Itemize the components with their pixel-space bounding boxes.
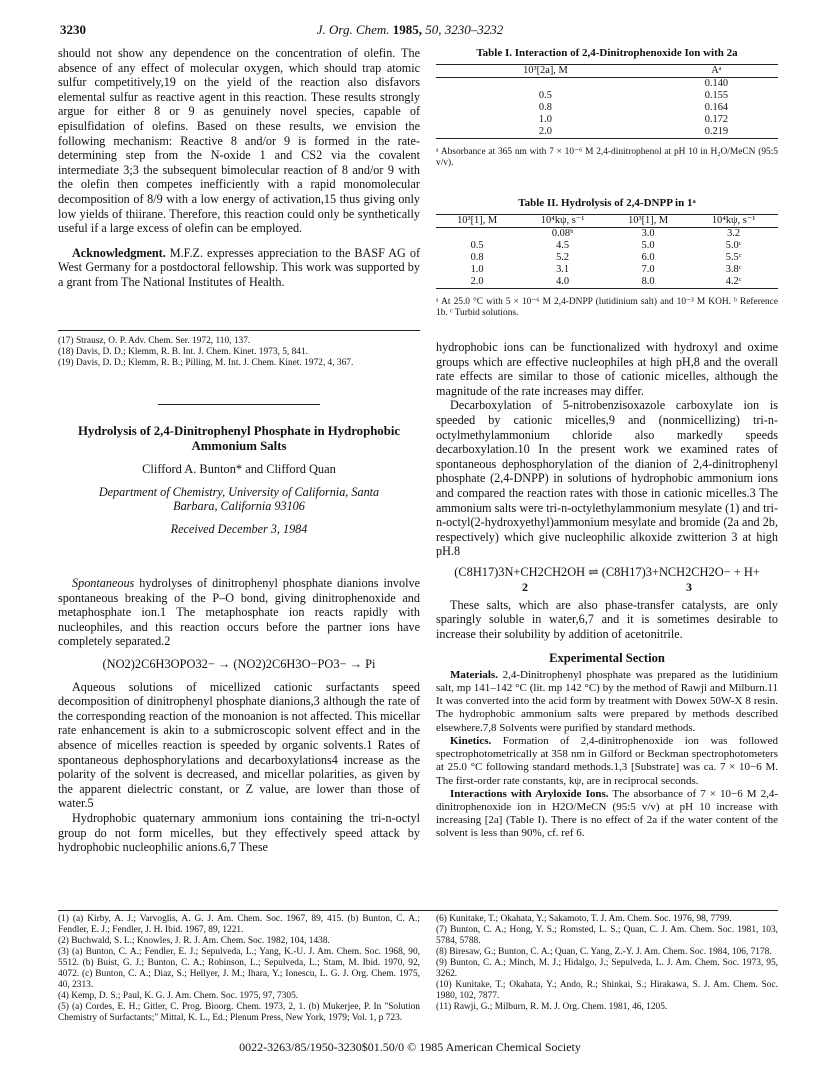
article-title: Hydrolysis of 2,4-Dinitrophenyl Phosphate in Hydrophobic Ammonium Salts <box>77 424 401 453</box>
table-1-grid <box>436 64 778 139</box>
table-cell: 3.0 <box>641 227 655 239</box>
compound-number-2: 2 <box>522 579 528 594</box>
body-paragraph: Aqueous solutions of micellized cationic surfactants speed decomposition of dinitrophenyl phosphate dianions,3 although the rate of the corresponding reaction of the monoanion is not affected. This micellar rate enhancement is akin to a submicroscopic solvent effect and in the absence of micelles reaction is speeded by organic solvents.1 Rates of spontaneous dephosphorylations and decarboxylations4 increase as the polarity of the solvent is decreased, and micellar polarities, as given by the apparent dielectric constant, or Z value, are lower than those of water.5 <box>58 679 420 811</box>
reference-item: (19) Davis, D. D.; Klemm, R. B.; Pilling, M. Int. J. Chem. Kinet. 1972, 4, 367. <box>58 358 354 368</box>
received-date: Received December 3, 1984 <box>170 521 308 536</box>
article-authors: Clifford A. Bunton* and Clifford Quan <box>142 462 336 476</box>
kinetics-text: Formation of 2,4-dinitrophenoxide ion was followed spectrophotometrically at 358 nm in Gilford or Beckman spectrophotometers at 25.0 °C following standard methods.1,3 [Substrate] was ca. 7 × 10−6 M. The first-order rate constants, kψ, are in reciprocal seconds. <box>436 734 779 787</box>
table-row <box>436 240 778 252</box>
copyright-footer: 0022-3263/85/1950-3230$01.50/0 © 1985 American Chemical Society <box>239 1040 581 1054</box>
table-row <box>436 252 778 264</box>
references-17-19 <box>58 336 420 369</box>
page-number: 3230 <box>60 22 86 37</box>
table-cell: 1.0 <box>470 263 484 275</box>
table-1 <box>436 46 778 169</box>
table-2 <box>436 196 778 319</box>
body-paragraph: hydrophobic ions can be functionalized with hydroxyl and oxime groups which are effective nucleophiles at high pH,8 and the overall rate effects are similar to those of cationic micelles, although the magnitude of the rate increases may differ. <box>436 340 778 398</box>
table-cell: 3.1 <box>556 263 570 275</box>
table-row <box>436 102 778 114</box>
kinetics-paragraph <box>436 735 778 788</box>
table-cell: 7.0 <box>641 263 655 275</box>
article-separator <box>158 404 320 405</box>
table-cell: 5.2 <box>556 251 570 263</box>
table-cell: 8.0 <box>607 276 689 289</box>
table-2-grid <box>436 214 778 289</box>
table-cell: 0.8 <box>470 251 484 263</box>
equation-labels <box>436 580 778 594</box>
experimental-section <box>436 669 778 841</box>
table-header-cell: 10³[1], M <box>607 214 689 227</box>
intro-text: hydrolyses of dinitrophenyl phosphate dianions involve spontaneous breaking of the P–O bond, giving dinitrophenoxide and metaphosphate ion.1 The metaphosphate ion reacts rapidly with nucleophiles, and this reaction occurs before the partner ions have completely separated.2 <box>58 576 420 649</box>
table-cell: 2.0 <box>436 276 518 289</box>
table-cell: 0.5 <box>538 89 552 101</box>
body-paragraph: These salts, which are also phase-transfer catalysts, are only sparingly soluble in water,6,7 and it is sometimes desirable to increase their solubility by addition of acetonitrile. <box>436 597 778 641</box>
table-cell: 5.0ᶜ <box>725 239 742 251</box>
table-2-title: Table II. Hydrolysis of 2,4-DNPP in 1ᵃ <box>518 197 696 209</box>
table-row <box>436 90 778 102</box>
interactions-label: Interactions with Aryloxide Ions. <box>450 787 609 800</box>
table-cell: 0.155 <box>704 89 729 101</box>
table-header-cell: 10³[1], M <box>436 214 518 227</box>
table-cell: 3.8ᶜ <box>725 263 742 275</box>
acknowledgment-text: M.F.Z. expresses appreciation to the BASF AG of West Germany for a postdoctoral fellowship. This work was supported by a grant from The National Institutes of Health. <box>58 245 420 289</box>
article-body-right <box>436 340 778 841</box>
table-row <box>436 126 778 139</box>
intro-paragraph <box>58 576 420 649</box>
materials-text: 2,4-Dinitrophenyl phosphate was prepared as the lutidinium salt, mp 141–142 °C (lit. mp 142 °C) by the method of Rawji and Milburn.11 It was converted into the acid form by treatment with Dowex 50W-X 8 resin. The hydrophobic ammonium salts were prepared by methods described elsewhere.7,8 Solvents were purified by standard methods. <box>436 668 779 734</box>
table-row <box>436 77 778 90</box>
footnote-divider <box>58 910 778 911</box>
interactions-paragraph <box>436 788 778 841</box>
body-paragraph: Hydrophobic quaternary ammonium ions containing the tri-n-octyl group do not form micelles, but they effectively speed attack by hydrophobic nucleophilic anions.6,7 These <box>58 810 420 855</box>
footnote-item: (7) Bunton, C. A.; Hong, Y. S.; Romsted, L. S.; Quan, C. J. Am. Chem. Soc. 1981, 103, 5784, 5788. <box>436 925 778 946</box>
reference-item: (17) Strausz, O. P. Adv. Chem. Ser. 1972, 110, 137. <box>58 336 251 346</box>
table-cell: 3.2 <box>727 227 741 239</box>
table-cell: 4.5 <box>556 239 570 251</box>
table-cell <box>436 77 655 90</box>
journal-name: J. Org. Chem. <box>316 22 390 37</box>
acknowledgment <box>58 246 420 290</box>
table-cell: 0.5 <box>470 239 484 251</box>
kinetics-label: Kinetics. <box>450 734 492 747</box>
interactions-text: The absorbance of 7 × 10−6 M 2,4-dinitrophenoxide ion in H2O/MeCN (95:5 v/v) at pH 10 increase with increasing [2a] (Table I). There is no effect of 2a if the water content of the solvent is less than 90%, cf. ref 6. <box>436 787 778 840</box>
table-header-row <box>436 64 778 77</box>
footnote-item: (9) Bunton, C. A.; Minch, M. J.; Hidalgo, J.; Sepulveda, L. J. Am. Chem. Soc. 1973, 95, 3262. <box>436 958 778 979</box>
footnote-item: (1) (a) Kirby, A. J.; Varvoglis, A. G. J. Am. Chem. Soc. 1967, 89, 415. (b) Bunton, C. A.; Fendler, E. J.; Fendler, J. H. Ibid. 1967, 89, 1221. <box>58 914 420 935</box>
footnotes-left <box>58 914 420 1024</box>
left-column-top <box>58 46 420 290</box>
materials-label: Materials. <box>450 668 498 681</box>
table-header-cell: 10⁴kψ, s⁻¹ <box>518 214 607 227</box>
footnote-item: (6) Kunitake, T.; Okahata, Y.; Sakamoto, T. J. Am. Chem. Soc. 1976, 98, 7799. <box>436 914 732 924</box>
body-paragraph: Decarboxylation of 5-nitrobenzisoxazole carboxylate ion is speeded by cationic micelles,9 and (nonmicellizing) tri-n-octylmethylammonium chloride also markedly speeds decarboxylation.10 In the present work we examined rates of spontaneous dephosphorylation of the dianion of 2,4-dinitrophenyl phosphate (2,4-DNPP) in solutions of hydrophobic ammonium ions and compared the reaction rates with those in cationic micelles.3 The ammonium salts were tri-n-octylethylammonium mesylate (1) and tri-n-octyl(2-hydroxyethyl)ammonium mesylate and bromide (2a and 2b, respectively) which give nucleophilic alkoxide zwitterion 3 at high pH.8 <box>436 398 778 559</box>
equation-1: (NO2)2C6H3OPO32− → (NO2)2C6H3O−PO3− → Pi <box>102 656 376 671</box>
table-header-cell: Aᵃ <box>655 64 778 77</box>
materials-paragraph <box>436 669 778 735</box>
intro-italic-word: Spontaneous <box>72 576 135 590</box>
running-header <box>0 22 820 38</box>
table-cell: 4.2ᶜ <box>689 276 778 289</box>
table-row <box>436 264 778 276</box>
table-cell: 0.164 <box>704 101 729 113</box>
table-cell: 0.8 <box>538 101 552 113</box>
table-header-cell: 10³[2a], M <box>436 64 655 77</box>
table-cell <box>436 227 518 240</box>
footnotes-right <box>436 914 778 1013</box>
section-heading: Experimental Section <box>549 651 665 666</box>
table-2-footnote: ᵃ At 25.0 °C with 5 × 10⁻⁶ M 2,4-DNPP (lutidinium salt) and 10⁻³ M KOH. ᵇ Reference 1b. ᶜ Turbid solutions. <box>436 296 778 318</box>
table-cell: 0.172 <box>704 113 729 125</box>
acknowledgment-label: Acknowledgment. <box>72 245 166 260</box>
table-row <box>436 276 778 289</box>
table-cell: 5.0 <box>641 239 655 251</box>
footnote-item: (11) Rawji, G.; Milburn, R. M. J. Org. Chem. 1981, 46, 1205. <box>436 1002 668 1012</box>
table-cell: 0.140 <box>704 77 729 89</box>
article-body-left <box>58 576 420 855</box>
footnote-item: (2) Buchwald, S. L.; Knowles, J. R. J. Am. Chem. Soc. 1982, 104, 1438. <box>58 936 330 946</box>
table-cell: 4.0 <box>518 276 607 289</box>
footnote-item: (8) Biresaw, G.; Bunton, C. A.; Quan, C. Yang, Z.-Y. J. Am. Chem. Soc. 1984, 106, 7178. <box>436 947 772 957</box>
table-cell: 0.219 <box>655 126 778 139</box>
journal-volume: 50, <box>425 22 442 37</box>
table-cell: 2.0 <box>436 126 655 139</box>
table-1-title: Table I. Interaction of 2,4-Dinitrophenoxide Ion with 2a <box>476 47 738 59</box>
table-cell: 6.0 <box>641 251 655 263</box>
article-affiliation: Department of Chemistry, University of California, Santa Barbara, California 93106 <box>98 484 380 514</box>
footnote-item: (4) Kemp, D. S.; Paul, K. G. J. Am. Chem. Soc. 1975, 97, 7305. <box>58 991 299 1001</box>
reference-item: (18) Davis, D. D.; Klemm, R. B. Int. J. Chem. Kinet. 1973, 5, 841. <box>58 347 308 357</box>
article-header <box>58 424 420 536</box>
table-header-cell: 10⁴kψ, s⁻¹ <box>689 214 778 227</box>
table-row <box>436 227 778 240</box>
compound-number-3: 3 <box>686 579 692 594</box>
table-header-row <box>436 214 778 227</box>
paragraph-continuation: should not show any dependence on the concentration of olefin. The absence of any effect of molecular oxygen, which should trap atomic sulfur competitively,19 on the yield of the reaction also disfavors elemental sulfur as reactive agent in this reaction. These results strongly argue for either 8 or 9 as genuinely novel species, capable of episulfidation of olefins. Based on these results, we envision the following mechanism: Reactive 8 and/or 9 is formed in the rate-determining step from the N-oxide 1 and CS2 via the covalent intermediate 3;3 the subsequent bimolecular reaction of 8 and/or 9 with the olefin then competes inefficiently with a rapid monomolecular decomposition of 8/9 with a low energy of activation,15 thus giving only low yields of thiirane. Therefore, this reaction could only be synthetically useful if a large excess of olefin can be employed. <box>58 46 420 236</box>
table-row <box>436 114 778 126</box>
footnote-item: (10) Kunitake, T.; Okahata, Y.; Ando, R.; Shinkai, S.; Hirakawa, S. J. Am. Chem. Soc. 1980, 102, 7877. <box>436 980 778 1001</box>
table-1-footnote: ᵃ Absorbance at 365 nm with 7 × 10⁻⁶ M 2,4-dinitrophenol at pH 10 in H₂O/MeCN (95:5 v/v). <box>436 146 778 168</box>
journal-year: 1985, <box>392 22 423 37</box>
journal-pages: 3230–3232 <box>444 22 504 37</box>
footnote-item: (5) (a) Cordes, E. H.; Gitler, C. Prog. Bioorg. Chem. 1973, 2, 1. (b) Mukerjee, P. In "Solution Chemistry of Surfactants;" Mittal, K. L., Ed.; Plenum Press, New York, 1979; Vol. 1, p 723. <box>58 1002 420 1023</box>
divider <box>58 330 420 331</box>
table-cell: 5.5ᶜ <box>725 251 742 263</box>
equation-2: (C8H17)3N+CH2CH2OH ⇌ (C8H17)3+NCH2CH2O− + H+ <box>454 564 760 579</box>
footnote-item: (3) (a) Bunton, C. A.; Fendler, E. J.; Sepulveda, L.; Yang, K.-U. J. Am. Chem. Soc. 1968, 90, 5512. (b) Buist, G. J.; Bunton, C. A.; Robinson, L.; Sepulveda, L.; Stam, M. Ibid. 1970, 92, 4072. (c) Bunton, C. A.; Diaz, S.; Hellyer, J. M.; Ihara, Y.; Ionescu, L. G. J. Org. Chem. 1975, 40, 2313. <box>58 947 420 990</box>
table-cell: 0.08ᵇ <box>551 227 574 239</box>
footnote-rule <box>58 910 778 911</box>
table-cell: 1.0 <box>538 113 552 125</box>
